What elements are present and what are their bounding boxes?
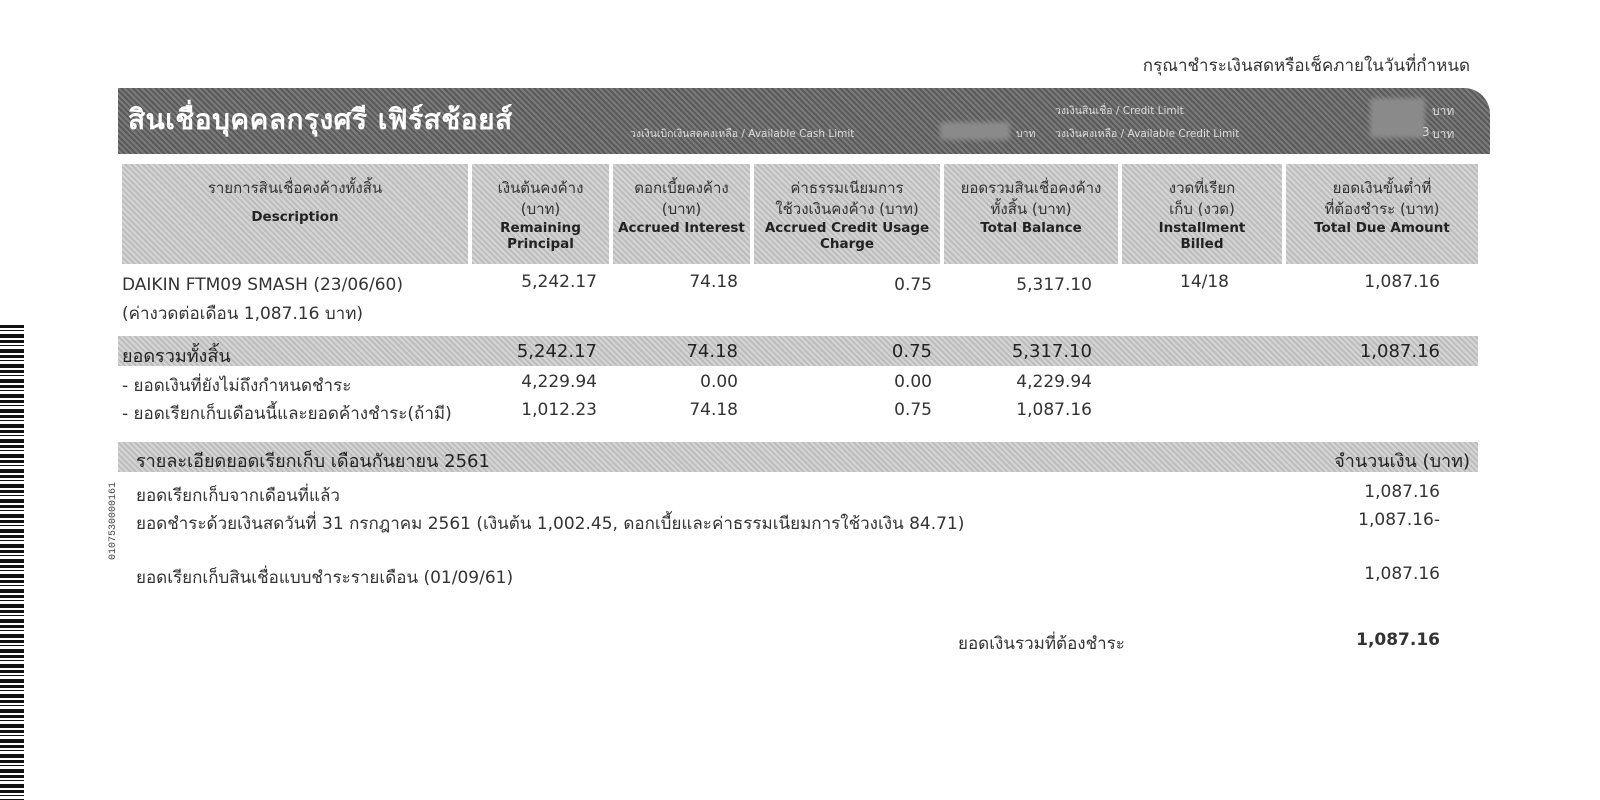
billing-row-label: ยอดเรียกเก็บจากเดือนที่แล้ว [136,486,340,506]
item-due: 1,087.16 [1364,272,1440,292]
header-accrued-interest: ดอกเบี้ยคงค้าง (บาท) Accrued Interest [613,164,750,264]
billing-row-amount: 1,087.16 [1364,564,1440,584]
header-total-balance: ยอดรวมสินเชื่อคงค้าง ทั้งสิ้น (บาท) Total Balance [944,164,1118,264]
billing-row-label: ยอดเรียกเก็บสินเชื่อแบบชำระรายเดือน (01/09/61) [136,568,514,588]
product-title: สินเชื่อบุคคลกรุงศรี เฟิร์สช้อยส์ [128,103,513,136]
payment-notice: กรุณาชำระเงินสดหรือเช็คภายในวันที่กำหนด [1142,56,1470,76]
item-installment: 14/18 [1180,272,1229,292]
item-charge: 0.75 [894,275,932,295]
total-interest: 74.18 [686,341,738,362]
billing-title: รายละเอียดยอดเรียกเก็บ เดือนกันยายน 2561 [136,451,490,472]
billing-row-amount: 1,087.16 [1364,482,1440,502]
total-due: 1,087.16 [1359,341,1440,362]
barcode [0,325,24,800]
grand-total-label: ยอดเงินรวมที่ต้องชำระ [958,634,1125,654]
sub-row-charge: 0.75 [894,400,932,420]
sub-row-interest: 74.18 [689,400,738,420]
sub-row-interest: 0.00 [700,372,738,392]
sub-row-principal: 1,012.23 [521,400,597,420]
billing-row-label: ยอดชำระด้วยเงินสดวันที่ 31 กรกฎาคม 2561 (เงินต้น 1,002.45, ดอกเบี้ยและค่าธรรมเนียมการใช้วงเงิน 84.71) [136,514,965,534]
available-cash-label: วงเงินเบิกเงินสดคงเหลือ / Available Cash Limit [630,128,855,140]
sub-row-principal: 4,229.94 [521,372,597,392]
partial-credit-value: 3 [1422,125,1430,139]
sub-row-total: 1,087.16 [1016,400,1092,420]
item-monthly-note: (ค่างวดต่อเดือน 1,087.16 บาท) [122,304,364,324]
header-remaining-principal: เงินต้นคงค้าง (บาท) Remaining Principal [472,164,609,264]
billing-row-amount: 1,087.16- [1358,510,1440,530]
barcode-number: 0107530000161 [108,481,119,560]
available-credit-label: วงเงินคงเหลือ / Available Credit Limit [1055,128,1240,140]
header-installment-billed: งวดที่เรียก เก็บ (งวด) Installment Billed [1122,164,1282,264]
currency-label: บาท [1016,128,1036,140]
redacted-credit-values [1370,98,1425,138]
credit-limit-label: วงเงินสินเชื่อ / Credit Limit [1055,105,1184,117]
total-label: ยอดรวมทั้งสิ้น [122,346,231,367]
total-balance: 5,317.10 [1011,341,1092,362]
header-description: รายการสินเชื่อคงค้างทั้งสิ้น Description [122,164,468,264]
header-accrued-charge: ค่าธรรมเนียมการ ใช้วงเงินคงค้าง (บาท) Accrued Credit Usage Charge [754,164,940,264]
item-principal: 5,242.17 [521,272,597,292]
redacted-cash-limit [940,122,1010,140]
sub-row-total: 4,229.94 [1016,372,1092,392]
currency-label: บาท [1432,104,1455,118]
item-total: 5,317.10 [1016,275,1092,295]
sub-row-charge: 0.00 [894,372,932,392]
billing-amount-header: จำนวนเงิน (บาท) [1334,451,1470,472]
sub-row-label: - ยอดเงินที่ยังไม่ถึงกำหนดชำระ [122,376,352,396]
total-principal: 5,242.17 [516,341,597,362]
currency-label: บาท [1432,127,1455,141]
total-charge: 0.75 [891,341,932,362]
item-description: DAIKIN FTM09 SMASH (23/06/60) [122,275,403,295]
grand-total-amount: 1,087.16 [1356,630,1440,650]
sub-row-label: - ยอดเรียกเก็บเดือนนี้และยอดค้างชำระ(ถ้ามี) [122,404,452,424]
header-total-due: ยอดเงินขั้นต่ำที่ ที่ต้องชำระ (บาท) Total Due Amount [1286,164,1478,264]
item-interest: 74.18 [689,272,738,292]
